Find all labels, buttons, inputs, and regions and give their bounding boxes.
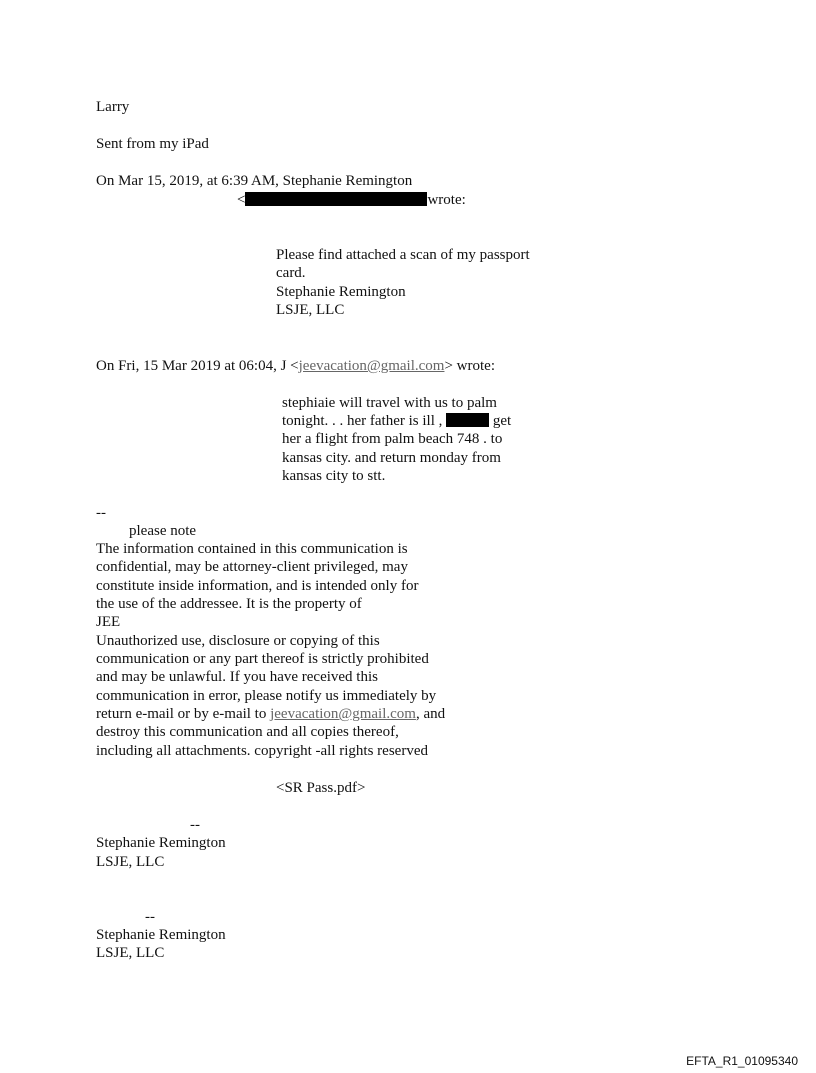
j-message-line: her a flight from palm beach 748 . to: [282, 431, 503, 447]
message-signature-name: Stephanie Remington: [276, 284, 406, 300]
greeting-name: Larry: [96, 99, 130, 115]
disclaimer-line: communication in error, please notify us immediately by: [96, 688, 437, 704]
signature-name: Stephanie Remington: [96, 927, 226, 943]
disclaimer-line: confidential, may be attorney-client privileged, may: [96, 559, 408, 575]
email-link[interactable]: jeevacation@gmail.com: [298, 358, 445, 374]
disclaimer-line: The information contained in this communication is: [96, 541, 408, 557]
disclaimer-email-line: [96, 705, 445, 723]
j-quote-header: [96, 357, 495, 375]
disclaimer-line: communication or any part thereof is strictly prohibited: [96, 651, 429, 667]
disclaimer-line: and may be unlawful. If you have received this: [96, 669, 378, 685]
disclaimer-email-suffix: , and: [415, 706, 446, 722]
j-line2-before: tonight. . . her father is ill ,: [282, 413, 447, 429]
please-note-label: please note: [129, 523, 197, 539]
document-id: EFTA_R1_01095340: [686, 1054, 798, 1068]
j-message-line: stephiaie will travel with us to palm: [282, 395, 497, 411]
quote-header-line: On Mar 15, 2019, at 6:39 AM, Stephanie Remington: [96, 173, 413, 189]
message-line: Please find attached a scan of my passport: [276, 247, 530, 263]
j-line2-after: get: [489, 413, 512, 429]
sent-from-signature: Sent from my iPad: [96, 136, 209, 152]
signature-separator: --: [145, 909, 155, 925]
j-quote-prefix: On Fri, 15 Mar 2019 at 06:04, J <: [96, 358, 299, 374]
disclaimer-email-prefix: return e-mail or by e-mail to: [96, 706, 271, 722]
disclaimer-line: JEE: [96, 614, 121, 630]
wrote-label: wrote:: [427, 192, 466, 208]
email-link[interactable]: jeevacation@gmail.com: [270, 706, 416, 722]
signature-company: LSJE, LLC: [96, 854, 165, 870]
disclaimer-line: the use of the addressee. It is the property of: [96, 596, 362, 612]
signature-company: LSJE, LLC: [96, 945, 165, 961]
j-message-line: kansas city to stt.: [282, 468, 386, 484]
angle-open: <: [237, 192, 246, 208]
j-message-line: kansas city. and return monday from: [282, 450, 501, 466]
message-line: card.: [276, 265, 306, 281]
signature-separator: --: [96, 505, 106, 521]
attachment-label[interactable]: <SR Pass.pdf>: [276, 780, 366, 796]
disclaimer-line: including all attachments. copyright -all rights reserved: [96, 743, 428, 759]
disclaimer-line: constitute inside information, and is intended only for: [96, 578, 419, 594]
signature-name: Stephanie Remington: [96, 835, 226, 851]
quote-header-wrote-line: [237, 191, 466, 209]
disclaimer-line: destroy this communication and all copies thereof,: [96, 724, 399, 740]
redaction-box: [245, 192, 427, 206]
signature-separator: --: [190, 817, 200, 833]
redaction-box: [446, 413, 489, 427]
disclaimer-line: Unauthorized use, disclosure or copying of this: [96, 633, 380, 649]
message-signature-company: LSJE, LLC: [276, 302, 345, 318]
j-message-line: [282, 412, 511, 430]
j-quote-suffix: > wrote:: [444, 358, 495, 374]
